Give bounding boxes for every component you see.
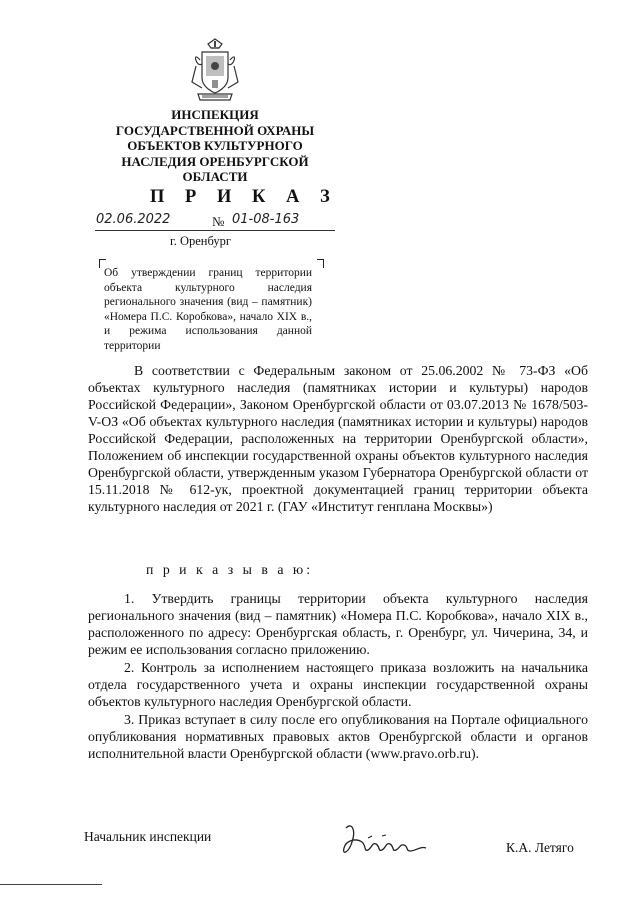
city-label: г. Оренбург — [170, 234, 231, 248]
coat-of-arms-emblem — [188, 38, 242, 104]
footer-rule — [0, 884, 102, 885]
signatory-title: Начальник инспекции — [84, 829, 212, 844]
issuer-line: ИНСПЕКЦИЯ — [171, 107, 259, 122]
order-number: 01-08-163 — [232, 212, 300, 227]
issuer-line: ГОСУДАРСТВЕННОЙ ОХРАНЫ — [115, 122, 315, 138]
topic-bracket-right — [317, 259, 324, 268]
order-item: 3. Приказ вступает в силу после его опубликования на Портале официального опубликования нормативных правовых актов Оренбургской области и органов исполнительной власти Оренбургской области (www.pravo.orb.ru). — [88, 712, 588, 761]
date-number-underline — [95, 230, 335, 231]
issuer-line: ОБЛАСТИ — [182, 169, 248, 184]
issuer-line: ОБЪЕКТОВ КУЛЬТУРНОГО — [127, 138, 303, 153]
signatory-name: К.А. Летяго — [506, 840, 574, 855]
document-type-title: П Р И К А З — [150, 187, 338, 207]
issuer-line: НАСЛЕДИЯ ОРЕНБУРГСКОЙ — [121, 153, 309, 169]
issuer-header — [100, 107, 330, 185]
order-item: 2. Контроль за исполнением настоящего приказа возложить на начальника отдела государственного учета и охраны инспекции государственной охраны объектов культурного наследия Оренбургской области. — [88, 660, 588, 709]
order-items-list — [88, 590, 588, 763]
handwritten-signature — [338, 818, 448, 864]
number-symbol: № — [212, 214, 225, 229]
order-verb: п р и к а з ы в а ю: — [146, 562, 314, 577]
order-date: 02.06.2022 — [96, 212, 171, 227]
preamble-paragraph: В соответствии с Федеральным законом от 25.06.2002 № 73-ФЗ «Об объектах культурного наследия (памятниках истории и культуры) народов Российской Федерации», Законом Оренбургской области от 03.07.2013 № 1678/503-V-ОЗ «Об объектах культурного наследия (памятниках истории и культуры) народов Российской Федерации, расположенных на территории Оренбургской области», Положением об инспекции государственной охраны объектов культурного наследия Оренбургской области, утвержденным указом Губернатора Оренбургской области от 15.11.2018 № 612-ук, проектной документацией границ территории объекта культурного наследия от 2021 г. (ГАУ «Институт генплана Москвы») — [88, 363, 588, 514]
order-topic: Об утверждении границ территории объекта культурного наследия регионального значения (вид – памятник) «Номера П.С. Коробкова», начало XIX в., и режима использования данной территории — [104, 267, 312, 352]
order-item: 1. Утвердить границы территории объекта культурного наследия регионального значения (вид – памятник) «Номера П.С. Коробкова», начало XIX в., расположенного по адресу: Оренбургская область, г. Оренбург, ул. Чичерина, 34, и режим ее использования согласно приложению. — [88, 591, 588, 657]
